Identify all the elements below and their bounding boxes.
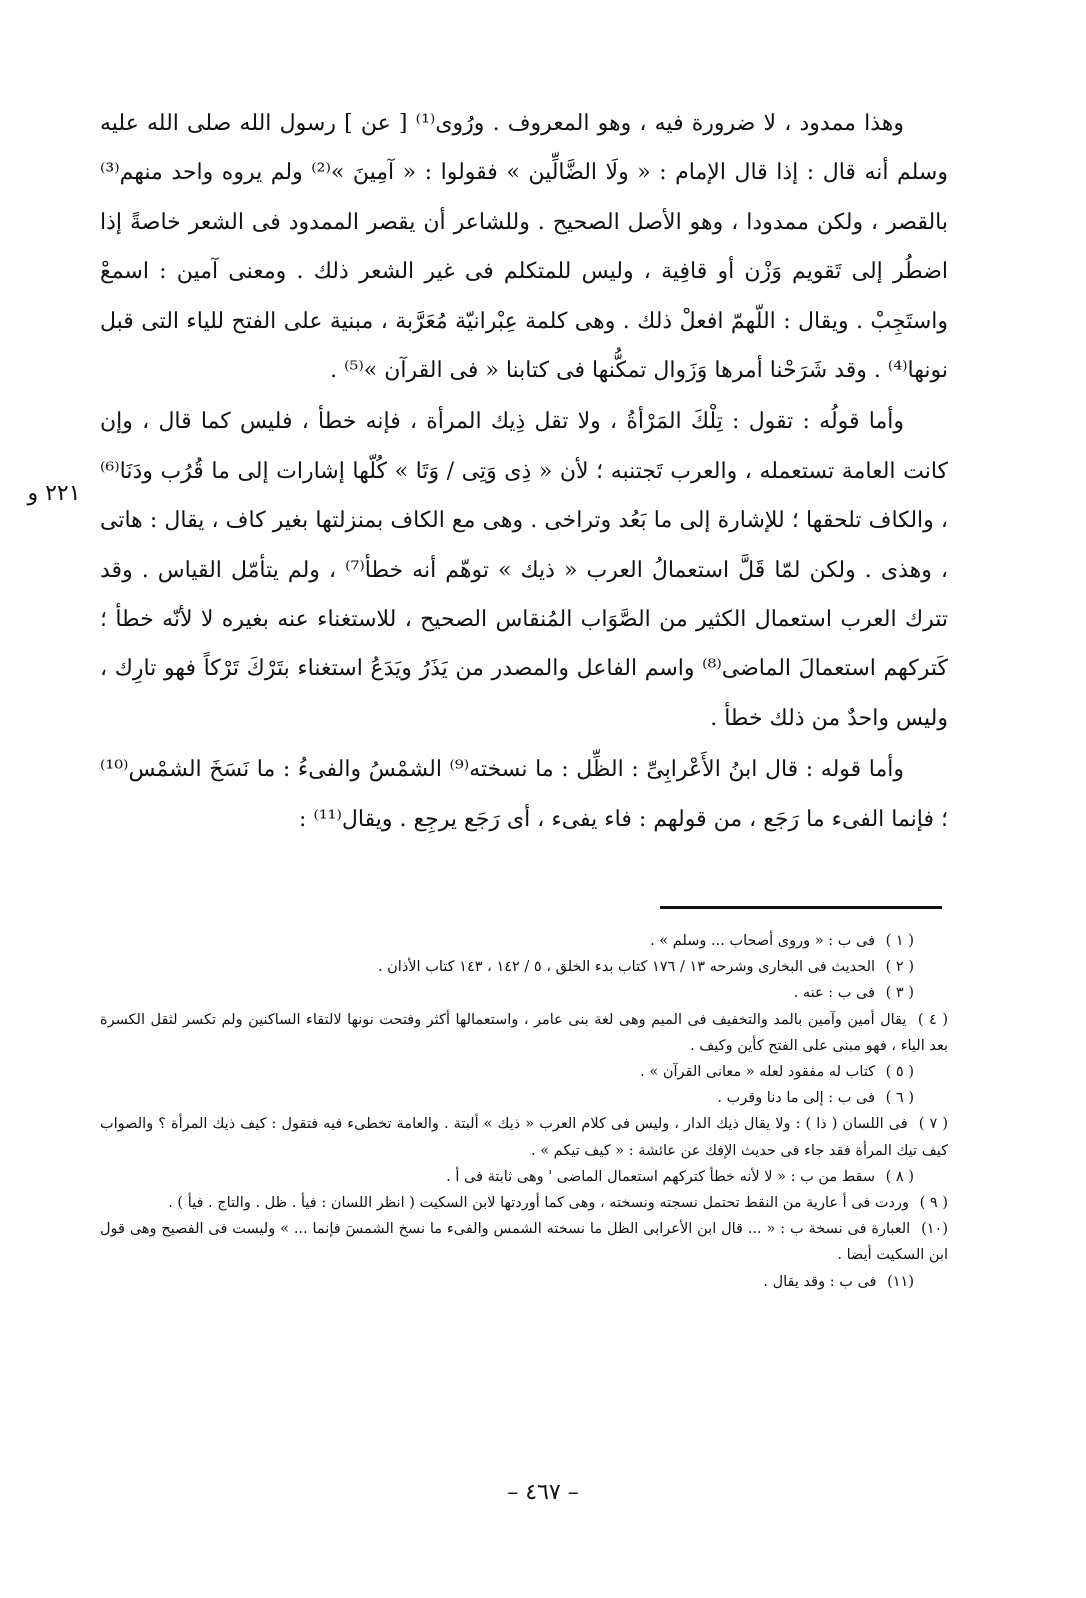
footnote bbox=[100, 1164, 948, 1190]
footnote bbox=[100, 980, 948, 1006]
footnote bbox=[100, 1216, 948, 1268]
footnote-number: ( ٥ ) bbox=[885, 1064, 914, 1081]
footnote bbox=[100, 928, 948, 954]
footnote-number: ( ٤ ) bbox=[917, 1011, 948, 1028]
paragraph bbox=[100, 99, 948, 395]
paragraph-text: وأما قوله : قال ابنُ الأَعْرابِىِّ : الظِّل : ما نسخته⁽⁹⁾ الشمْسُ والفىءُ : ما نَسَخَ الشمْس⁽¹⁰⁾ ؛ فإنما الفىء ما رَجَع ، من قولهم : فاء يفىء ، أى رَجَع يرجِع . ويقال⁽¹¹⁾ : bbox=[100, 757, 948, 832]
footnote-text: الحديث فى البخارى وشرحه ١٣ / ١٧٦ كتاب بدء الخلق ، ٥ / ١٤٢ ، ١٤٣ كتاب الأذان . bbox=[377, 959, 876, 976]
footnote-text: فى ب : إلى ما دنا وقرب . bbox=[717, 1090, 876, 1107]
paragraph-text: وأما قولُه : تقول : تِلْكَ المَرْأةُ ، ولا تقل ذِيك المرأة ، فإنه خطأ ، فليس كما قال ، وإن كانت العامة تستعمله ، والعرب تَجتنبه ؛ لأن « ذِى وَتِى / وَتَا » كُلّها إشارات إلى ما قُرُب ودَنَا⁽⁶⁾ ، والكاف تلحقها ؛ للإشارة إلى ما بَعُد وتراخى . وهى مع الكاف بمنزلتها بغير كاف ، يقال : هاتى ، وهذى . ولكن لمّا قَلَّ استعمالُ العرب « ذيك » توهّم أنه خطأ⁽⁷⁾ ، ولم يتأمّل القياس . وقد تترك العرب استعمال الكثير من الصَّوَاب المُنقاس الصحيح ، للاستغناء عنه بغيره لا لأنّه خطأ ؛ كَتركهم استعمالَ الماضى⁽⁸⁾ واسم الفاعل والمصدر من يَذَرُ ويَدَعُ استغناء بتَرْكَ تَرْكاً فهو تارِك ، وليس واحدٌ من ذلك خطأ . bbox=[100, 409, 949, 731]
footnote-number: ( ٢ ) bbox=[885, 959, 914, 976]
paragraph bbox=[100, 397, 948, 743]
footnote-number: ( ٦ ) bbox=[885, 1090, 914, 1107]
footnote-number: ( ١ ) bbox=[885, 933, 914, 949]
footnote-text: وردت فى أ عارية من النقط تحتمل نسجته ونسخته ، وهى كما أوردتها لابن السكيت ( انظر اللسان : فيأ . ظل . والتاج . فيأ ) . bbox=[168, 1195, 910, 1212]
footnote-divider bbox=[660, 906, 942, 909]
paragraph-text: وهذا ممدود ، لا ضرورة فيه ، وهو المعروف . ورُوى⁽¹⁾ [ عن ] رسول الله صلى الله عليه وسلم أنه قال : إذا قال الإمام : « ولَا الضَّالِّين » فقولوا : « آمِينَ »⁽²⁾ ولم يروه واحد منهم⁽³⁾ بالقصر ، ولكن ممدودا ، وهو الأصل الصحيح . وللشاعر أن يقصر الممدود فى الشعر خاصةً إذا اضطُر إلى تَقويم وَزْن أو قافِية ، وليس للمتكلم فى غير الشعر ذلك . ومعنى آمين : اسمعْ واستَجِبْ . ويقال : اللّهمّ افعلْ ذلك . وهى كلمة عِبْرانيّة مُعَرَّبة ، مبنية على الفتح للياء التى قبل نونها⁽⁴⁾ . وقد شَرَحْنا أمرها وَزَوال تمكُّنها فى كتابنا « فى القرآن »⁽⁵⁾ . bbox=[100, 111, 948, 384]
footnote-number: ( ٣ ) bbox=[885, 985, 914, 1002]
main-text bbox=[100, 99, 948, 844]
footnote-text: فى اللسان ( ذا ) : ولا يقال ذيك الدار ، وليس فى كلام العرب « ذيك » ألبتة . والعامة تخطىء فيه فتقول : كيف ذيك المرأة ؟ والصواب كيف تيك المرأة فقد جاء فى حديث الإفك عن عائشة : « كيف تيكم » . bbox=[100, 1116, 948, 1159]
footnote-text: فى ب : عنه . bbox=[793, 985, 876, 1002]
footnote-number: ( ٧ ) bbox=[918, 1116, 948, 1133]
footnote-text: كتاب له مفقود لعله « معانى القرآن » . bbox=[640, 1064, 876, 1081]
footnote bbox=[100, 954, 948, 980]
footnote-number: (١١) bbox=[887, 1273, 914, 1290]
footnote bbox=[100, 1111, 948, 1163]
footnote bbox=[100, 1269, 948, 1295]
footnote-number: ( ٩ ) bbox=[919, 1195, 948, 1212]
manuscript-folio-reference: ٢٢١ و bbox=[27, 481, 81, 506]
footnote-text: يقال أمين وآمين بالمد والتخفيف فى الميم وهى لغة بنى عامر ، واستعمالها أكثر وفتحت نونها لالتقاء الساكنين ولم تكسر لثقل الكسرة بعد الياء ، فهو مبنى على الفتح كأين وكيف . bbox=[100, 1011, 948, 1054]
page-number: – ٤٦٧ – bbox=[507, 1480, 579, 1505]
footnote bbox=[100, 1059, 948, 1085]
paragraph bbox=[100, 745, 948, 844]
footnotes bbox=[100, 928, 948, 1295]
footnote-text: سقط من ب : « لا لأنه خطأ كتركهم استعمال الماضى ' وهى ثابتة فى أ . bbox=[446, 1168, 876, 1185]
footnote-number: ( ٨ ) bbox=[885, 1168, 914, 1185]
footnote-text: فى ب : « وروى أصحاب ... وسلم » . bbox=[650, 933, 876, 949]
footnote-number: (١٠) bbox=[921, 1221, 949, 1238]
footnote-text: فى ب : وقد يقال . bbox=[763, 1273, 877, 1290]
footnote bbox=[100, 1007, 948, 1059]
footnote-text: العبارة فى نسخة ب : « ... قال ابن الأعرابى الظل ما نسخته الشمس والفىء ما نسخ الشمسَ فإنما ... » وليست فى الفصيح وهى قول ابن السكيت أيضا . bbox=[100, 1221, 948, 1264]
footnote bbox=[100, 1085, 948, 1111]
footnote bbox=[100, 1190, 948, 1216]
